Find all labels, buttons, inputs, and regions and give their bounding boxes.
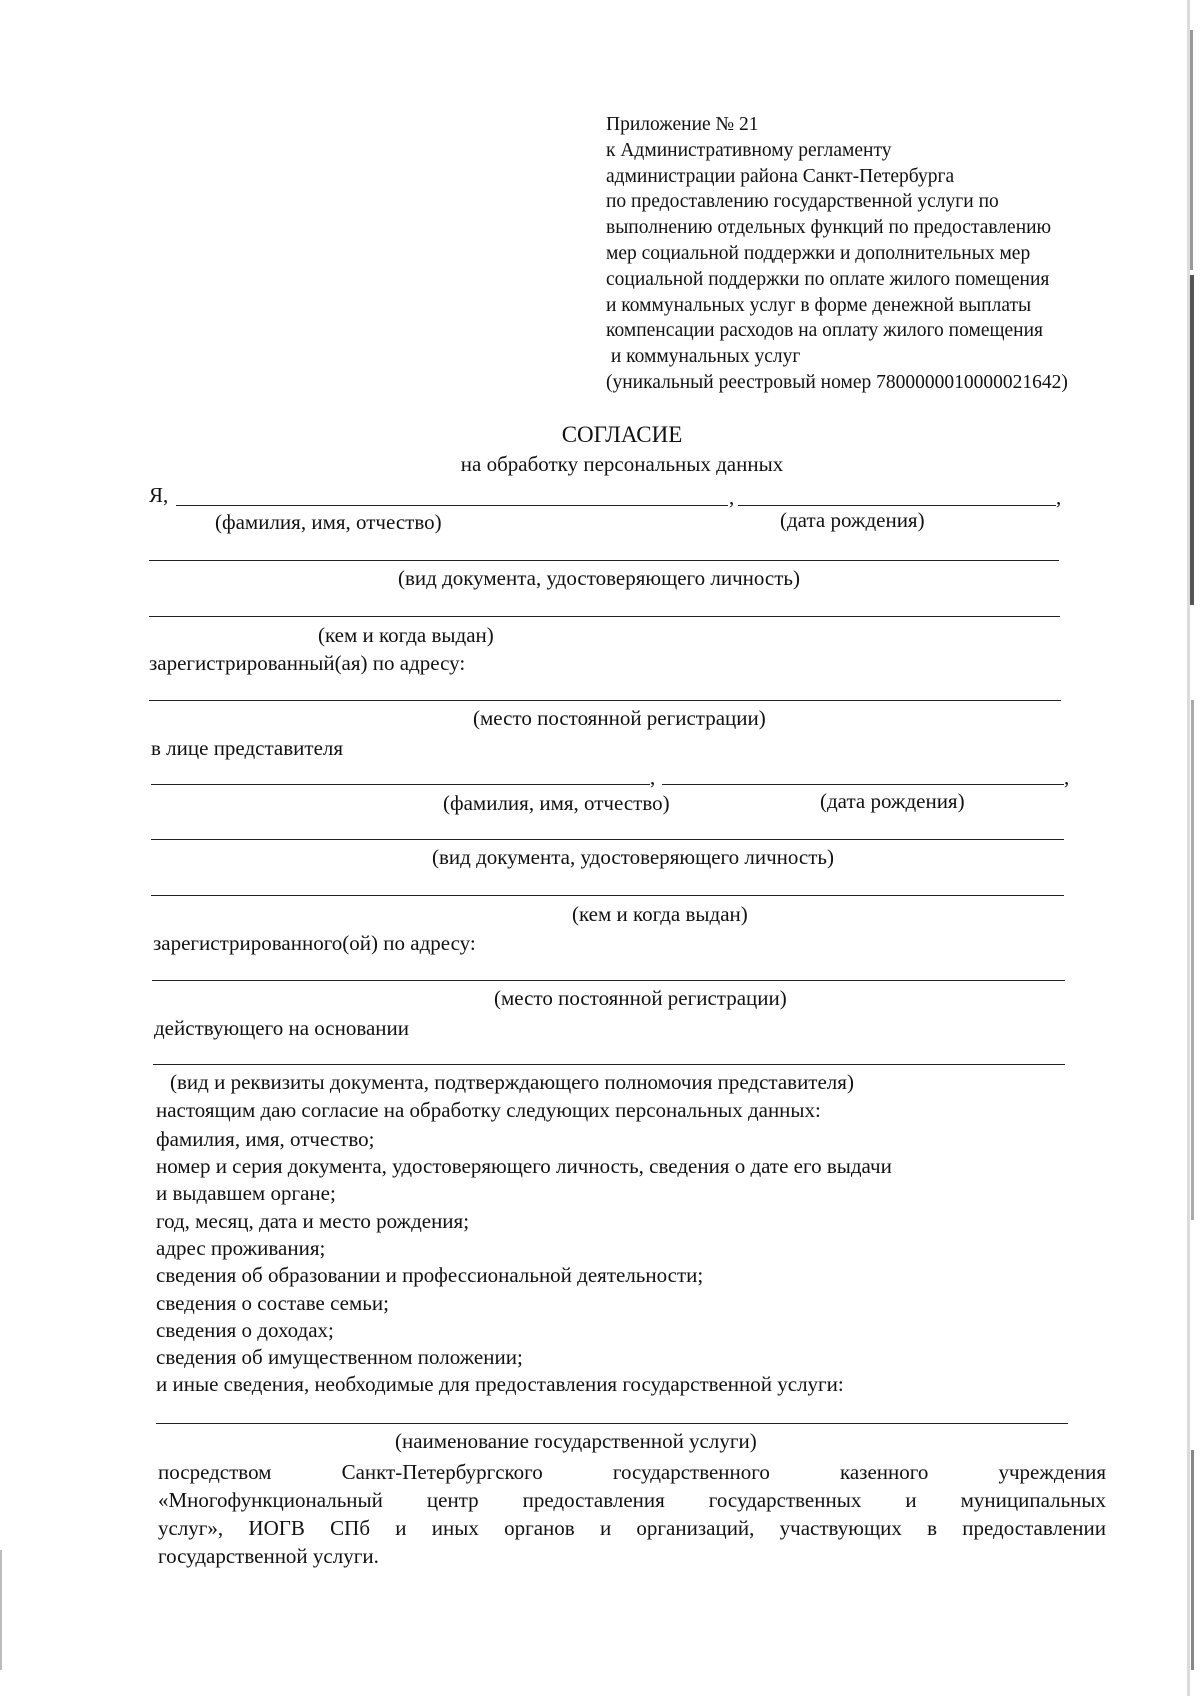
caption-id-document: (вид документа, удостоверяющего личность) [398,566,801,590]
appendix-line: компенсации расходов на оплату жилого помещения [606,320,1043,342]
representative-label: в лице представителя [151,736,344,760]
birth-date-field-line[interactable] [738,505,1056,506]
scan-edge-mark-left [0,1550,2,1670]
comma: , [1064,765,1070,789]
consent-intro: настоящим даю согласие на обработку следующих персональных данных: [156,1098,821,1122]
service-name-field-line[interactable] [156,1423,1068,1424]
caption-fio: (фамилия, имя, отчество) [215,510,442,534]
consent-item: сведения об образовании и профессиональной деятельности; [156,1263,704,1287]
consent-item: и выдавшем органе; [156,1181,336,1205]
id-document-field-line[interactable] [149,560,1059,561]
basis-label: действующего на основании [154,1016,410,1040]
caption-rep-fio: (фамилия, имя, отчество) [443,791,670,815]
closing-line: «Многофункциональный центр предоставления государственных и муниципальных [158,1488,1106,1512]
closing-line: посредством Санкт-Петербургского государственного казенного учреждения [158,1460,1106,1484]
issued-by-field-line[interactable] [149,616,1060,617]
consent-item: сведения о составе семьи; [156,1291,389,1315]
rep-registration-field-line[interactable] [152,980,1065,981]
appendix-line: выполнению отдельных функций по предоставлению [606,217,1052,239]
caption-birth-date: (дата рождения) [780,508,925,532]
consent-item: фамилия, имя, отчество; [156,1127,375,1151]
consent-item: сведения об имущественном положении; [156,1345,523,1369]
scan-edge-mark [1190,30,1193,270]
consent-item: сведения о доходах; [156,1318,334,1342]
closing-line: государственной услуги. [158,1544,379,1568]
comma: , [650,765,656,789]
caption-rep-issued-by: (кем и когда выдан) [572,902,748,926]
consent-item: адрес проживания; [156,1236,326,1260]
registration-field-line[interactable] [149,700,1061,701]
appendix-line: по предоставлению государственной услуги по [606,191,999,213]
appendix-line: (уникальный реестровый номер 7800000010000021642) [606,371,1068,393]
rep-issued-by-field-line[interactable] [151,895,1064,896]
comma: , [729,485,735,509]
caption-issued-by: (кем и когда выдан) [318,623,494,647]
appendix-header [606,112,1166,396]
registered-label: зарегистрированный(ая) по адресу: [149,651,466,675]
rep-birth-date-field-line[interactable] [662,784,1064,785]
consent-item: год, месяц, дата и место рождения; [156,1209,470,1233]
scan-edge-mark [1191,700,1194,1220]
caption-rep-birth-date: (дата рождения) [820,789,965,813]
scan-edge-mark [1191,1450,1194,1670]
rep-id-document-field-line[interactable] [151,839,1064,840]
appendix-line: к Административному регламенту [606,139,892,161]
ya-label: Я, [149,483,169,507]
document-title: СОГЛАСИЕ [561,422,683,447]
consent-item: номер и серия документа, удостоверяющего личность, сведения о дате его выдачи [156,1154,892,1178]
appendix-line: и коммунальных услуг в форме денежной выплаты [606,294,1032,316]
consent-item: и иные сведения, необходимые для предоставления государственной услуги: [156,1372,844,1396]
closing-line: услуг», ИОГВ СПб и иных органов и организаций, участвующих в предоставлении [158,1516,1106,1540]
appendix-line: администрации района Санкт-Петербурга [606,165,955,187]
caption-registration-place: (место постоянной регистрации) [473,706,766,730]
comma: , [1056,485,1062,509]
caption-rep-registration-place: (место постоянной регистрации) [494,986,787,1010]
scan-edge-mark [1190,275,1194,605]
appendix-line: и коммунальных услуг [606,346,801,368]
caption-authority-document: (вид и реквизиты документа, подтверждающего полномочия представителя) [170,1070,854,1094]
fio-field-line[interactable] [176,505,728,506]
document-subtitle: на обработку персональных данных [460,452,784,476]
rep-registered-label: зарегистрированного(ой) по адресу: [153,931,476,955]
appendix-line: мер социальной поддержки и дополнительных мер [606,242,1031,264]
appendix-line: Приложение № 21 [606,114,759,135]
caption-service-name: (наименование государственной услуги) [395,1429,757,1453]
caption-rep-id-document: (вид документа, удостоверяющего личность) [432,845,835,869]
appendix-line: социальной поддержки по оплате жилого помещения [606,268,1050,290]
authority-document-field-line[interactable] [153,1064,1065,1065]
rep-fio-field-line[interactable] [151,784,650,785]
